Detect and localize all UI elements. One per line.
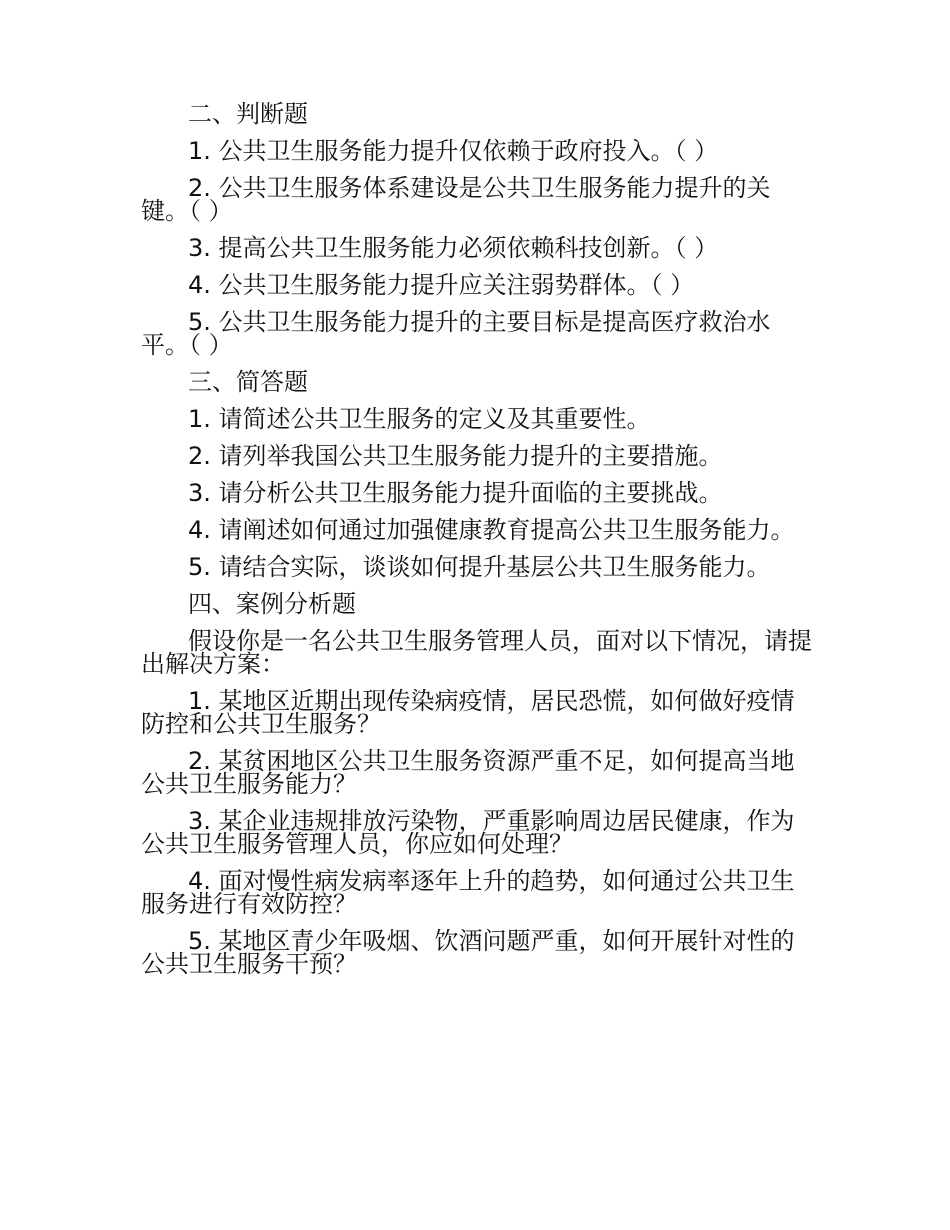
true-false-question-5: 5. 公共卫生服务能力提升的主要目标是提高医疗救治水平。（ ） [141, 308, 771, 359]
case-analysis-question-3: 3. 某企业违规排放污染物，严重影响周边居民健康，作为公共卫生服务管理人员，你应如何处理？ [141, 807, 795, 858]
case-analysis-question-4: 4. 面对慢性病发病率逐年上升的趋势，如何通过公共卫生服务进行有效防控？ [141, 867, 795, 918]
short-answer-question-3: 3. 请分析公共卫生服务能力提升面临的主要挑战。 [188, 479, 723, 507]
true-false-question-2: 2. 公共卫生服务体系建设是公共卫生服务能力提升的关键。（ ） [141, 174, 771, 225]
short-answer-question-5: 5. 请结合实际，谈谈如何提升基层公共卫生服务能力。 [188, 553, 771, 581]
section-heading-true-false: 二、判断题 [188, 100, 308, 128]
true-false-question-1: 1. 公共卫生服务能力提升仅依赖于政府投入。（ ） [188, 137, 719, 165]
short-answer-question-1: 1. 请简述公共卫生服务的定义及其重要性。 [188, 405, 651, 433]
true-false-question-3: 3. 提高公共卫生服务能力必须依赖科技创新。（ ） [188, 234, 719, 262]
case-analysis-question-5: 5. 某地区青少年吸烟、饮酒问题严重，如何开展针对性的公共卫生服务干预？ [141, 927, 795, 978]
section-heading-short-answer: 三、简答题 [188, 368, 308, 396]
true-false-question-4: 4. 公共卫生服务能力提升应关注弱势群体。（ ） [188, 271, 695, 299]
case-analysis-question-2: 2. 某贫困地区公共卫生服务资源严重不足，如何提高当地公共卫生服务能力？ [141, 747, 795, 798]
short-answer-question-2: 2. 请列举我国公共卫生服务能力提升的主要措施。 [188, 442, 723, 470]
document-body [141, 100, 816, 990]
section-heading-case-analysis: 四、案例分析题 [188, 590, 356, 618]
case-analysis-intro: 假设你是一名公共卫生服务管理人员，面对以下情况，请提出解决方案： [141, 627, 812, 678]
short-answer-question-4: 4. 请阐述如何通过加强健康教育提高公共卫生服务能力。 [188, 516, 795, 544]
case-analysis-question-1: 1. 某地区近期出现传染病疫情，居民恐慌，如何做好疫情防控和公共卫生服务？ [141, 687, 795, 738]
